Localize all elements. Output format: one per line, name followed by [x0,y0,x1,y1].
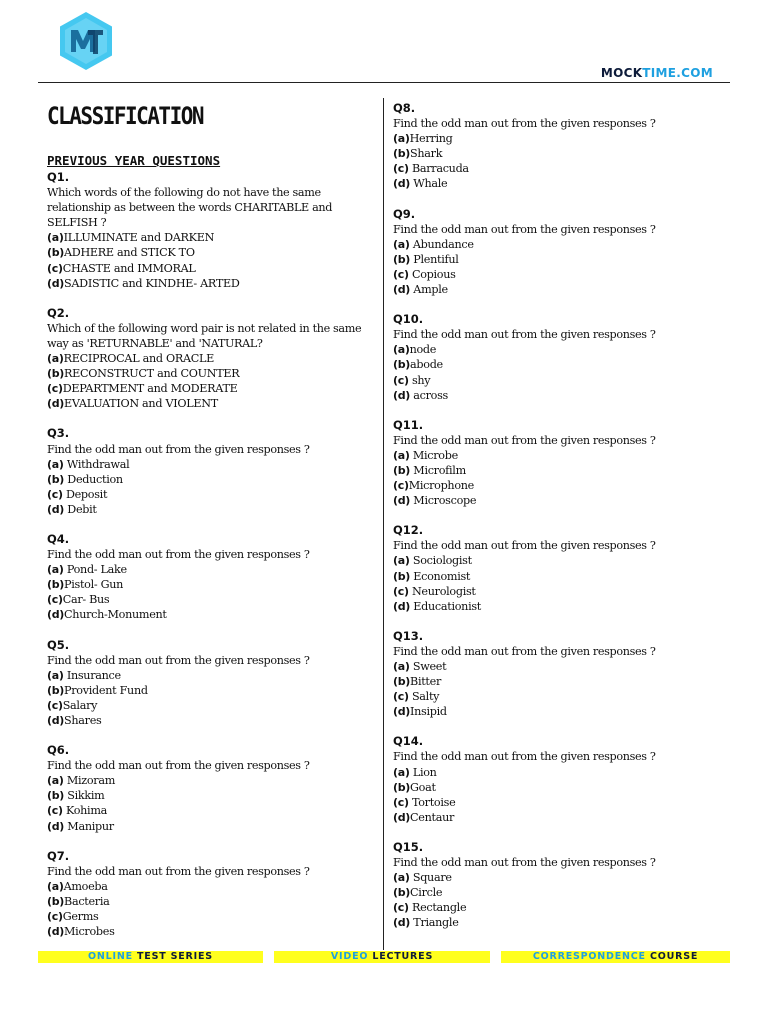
option-letter: (c) [393,690,409,704]
right-question-list [393,101,723,931]
answer-option [393,795,723,810]
option-text: Centaur [410,810,455,824]
question-number: Q14. [393,734,424,749]
question-block [393,312,723,403]
question-block [393,418,723,509]
brand-name [601,66,713,80]
option-text: Shark [410,147,443,161]
option-letter: (b) [47,578,65,592]
answer-option [47,894,372,909]
option-letter: (d) [393,599,411,613]
answer-option [393,915,723,930]
option-letter: (b) [393,886,411,900]
footer-correspondence-course[interactable] [501,951,730,963]
option-text: CHASTE and IMMORAL [62,261,196,275]
left-question-list [47,170,372,939]
question-stem: Find the odd man out from the given responses ? [393,117,656,131]
option-letter: (d) [47,714,65,727]
option-letter: (d) [47,819,65,833]
option-letter: (b) [393,569,411,583]
answer-option [393,704,723,719]
option-letter: (d) [393,494,411,508]
footer-label-2b: LECTURES [372,951,434,962]
answer-option [47,261,372,276]
answer-option [393,388,723,403]
answer-option [393,689,723,704]
option-letter: (b) [393,780,411,794]
answer-option [393,569,723,584]
option-letter: (a) [393,343,410,357]
option-letter: (b) [47,246,65,260]
question-stem: Find the odd man out from the given responses ? [47,548,310,562]
option-letter: (b) [47,894,65,908]
answer-option [47,803,372,818]
question-number: Q11. [393,417,424,432]
option-text: Ample [410,283,448,297]
option-letter: (a) [47,563,64,577]
answer-option [393,765,723,780]
question-stem: Find the odd man out from the given responses ? [47,759,310,773]
question-stem: Find the odd man out from the given responses ? [393,222,656,236]
answer-option [393,599,723,614]
option-text: Insipid [410,705,447,719]
option-text: ADHERE and STICK TO [64,246,195,260]
answer-option [47,276,372,291]
answer-option [47,366,372,381]
question-stem: Find the odd man out from the given responses ? [47,653,310,667]
option-letter: (a) [47,352,64,366]
question-number: Q1. [47,170,70,184]
option-letter: (c) [393,901,409,915]
option-text: EVALUATION and VIOLENT [64,397,218,411]
section-title: PREVIOUS YEAR QUESTIONS [47,153,221,168]
question-number: Q9. [393,206,416,221]
question-stem: Find the odd man out from the given responses ? [393,856,656,870]
answer-option [393,493,723,508]
footer-video-lectures[interactable] [274,951,490,963]
footer-label-3b: COURSE [649,951,699,962]
question-block [47,306,372,412]
answer-option [47,819,372,834]
answer-option [393,448,723,463]
answer-option [393,146,723,161]
answer-option [47,487,372,502]
footer-label-1b: TEST SERIES [137,951,213,962]
answer-option [47,457,372,472]
option-text: Insurance [63,668,121,682]
option-letter: (c) [47,261,63,275]
option-letter: (c) [47,487,63,501]
question-block [393,207,723,298]
question-block [47,743,372,834]
option-letter: (a) [47,457,64,471]
answer-option [393,373,723,388]
option-text: Bacteria [64,894,110,908]
question-block [47,532,372,623]
option-letter: (b) [393,147,411,161]
question-number: Q5. [47,637,70,652]
option-letter: (a) [47,879,64,893]
option-letter: (d) [47,925,65,939]
option-letter: (d) [47,397,65,411]
answer-option [393,870,723,885]
answer-option [393,357,723,372]
option-text: Deposit [62,487,108,501]
question-number: Q7. [47,848,70,863]
option-text: Microphone [408,479,474,493]
answer-option [47,607,372,622]
option-text: Pond- Lake [63,563,127,577]
option-letter: (b) [47,789,65,803]
option-letter: (d) [47,608,65,622]
option-letter: (d) [393,705,411,719]
answer-option [393,553,723,568]
option-letter: (b) [47,683,65,697]
option-text: Microbes [64,925,115,939]
question-block [47,426,372,517]
answer-option [393,584,723,599]
option-letter: (d) [393,283,411,297]
answer-option [47,351,372,366]
footer-label-2a: VIDEO [330,951,373,962]
right-column [393,96,723,931]
option-letter: (a) [393,554,410,568]
option-text: Microscope [410,494,477,508]
answer-option [47,879,372,894]
option-letter: (d) [393,388,411,402]
option-text: Debit [64,502,97,516]
left-column [47,96,372,939]
answer-option [393,900,723,915]
option-letter: (d) [47,502,65,516]
option-letter: (c) [393,162,409,176]
answer-option [47,788,372,803]
question-number: Q12. [393,523,424,538]
question-stem: Find the odd man out from the given responses ? [393,433,656,447]
option-text: Microfilm [410,463,466,477]
option-text: node [409,343,437,357]
option-text: Square [409,871,452,885]
answer-option [393,237,723,252]
option-letter: (a) [47,774,64,788]
option-text: Sikkim [64,789,105,803]
option-text: Deduction [64,472,123,486]
option-text: Kohima [62,804,107,818]
option-letter: (d) [47,276,65,290]
option-text: RECONSTRUCT and COUNTER [64,367,240,381]
answer-option [47,592,372,607]
question-block [393,840,723,931]
option-text: Salary [62,698,98,712]
option-letter: (b) [393,463,411,477]
option-text: Barracuda [408,162,469,176]
option-letter: (a) [47,668,64,682]
answer-option [47,924,372,939]
answer-option [47,562,372,577]
option-text: Withdrawal [63,457,130,471]
brand-part1: MOCK [600,66,643,80]
option-text: Goat [410,780,436,794]
option-letter: (a) [393,765,410,779]
answer-option [47,909,372,924]
option-letter: (a) [393,871,410,885]
question-block [47,849,372,940]
option-text: ILLUMINATE and DARKEN [63,231,215,245]
option-text: Car- Bus [62,593,110,607]
answer-option [393,463,723,478]
column-divider [383,98,384,950]
option-letter: (a) [393,660,410,673]
option-text: Sociologist [409,554,472,568]
option-text: across [410,388,448,402]
option-letter: (d) [393,810,411,824]
option-letter: (a) [393,237,410,251]
option-text: Triangle [410,916,459,930]
option-text: Copious [408,267,456,281]
brand-part2: TIME.COM [642,66,713,80]
option-letter: (c) [393,373,409,387]
answer-option [47,668,372,683]
question-stem: Find the odd man out from the given responses ? [393,644,656,658]
option-letter: (c) [393,479,409,493]
answer-option [47,683,372,698]
option-text: Pistol- Gun [64,578,124,592]
question-number: Q6. [47,743,70,758]
answer-option [47,773,372,788]
answer-option [393,342,723,357]
answer-option [393,282,723,297]
option-text: Shares [64,714,102,727]
answer-option [47,230,372,245]
option-text: Whale [410,177,448,191]
option-letter: (c) [393,267,409,281]
option-text: RECIPROCAL and ORACLE [63,352,215,366]
question-stem: Which words of the following do not have the same relationship as between the words CHARITABLE and SELFISH ? [47,186,333,230]
option-letter: (c) [47,910,63,924]
answer-option [393,780,723,795]
option-text: Plentiful [410,252,459,266]
question-stem: Which of the following word pair is not related in the same way as 'RETURNABLE' and 'NATURAL? [47,321,362,350]
question-block [393,629,723,720]
option-letter: (c) [393,795,409,809]
page-title: CLASSIFICATION [47,102,204,130]
option-text: abode [410,358,443,372]
answer-option [47,472,372,487]
option-letter: (c) [47,382,63,396]
question-number: Q3. [47,426,70,441]
option-text: Church-Monument [64,608,167,622]
option-letter: (c) [47,593,63,607]
option-text: SADISTIC and KINDHE- ARTED [64,276,240,290]
option-text: Rectangle [408,901,467,915]
answer-option [47,245,372,260]
option-letter: (c) [393,584,409,598]
question-block [47,638,372,729]
answer-option [393,478,723,493]
option-letter: (d) [393,177,411,191]
question-number: Q15. [393,839,424,854]
option-letter: (b) [47,367,65,381]
question-stem: Find the odd man out from the given responses ? [393,328,656,342]
option-letter: (a) [393,448,410,462]
option-text: Amoeba [63,879,108,893]
question-block [393,523,723,614]
answer-option [47,577,372,592]
option-letter: (c) [47,698,63,712]
answer-option [393,810,723,825]
answer-option [393,659,723,674]
header-divider [38,82,730,83]
answer-option [393,885,723,900]
answer-option [393,674,723,689]
option-text: Germs [62,910,99,924]
question-stem: Find the odd man out from the given responses ? [393,750,656,764]
answer-option [47,698,372,713]
option-letter: (b) [393,358,411,372]
option-letter: (a) [393,132,410,146]
question-stem: Find the odd man out from the given responses ? [47,442,310,456]
question-block [393,734,723,825]
question-number: Q13. [393,628,424,643]
option-text: Microbe [409,448,458,462]
option-letter: (a) [47,231,64,245]
option-text: Mizoram [63,774,116,788]
option-text: Circle [410,886,443,900]
option-letter: (b) [393,675,411,689]
question-block [393,101,723,192]
answer-option [393,161,723,176]
option-text: Sweet [409,660,447,673]
answer-option [47,713,372,728]
option-text: Educationist [410,599,481,613]
option-text: Tortoise [408,795,456,809]
option-letter: (b) [47,472,65,486]
option-text: Bitter [410,675,441,689]
option-text: Salty [408,690,440,704]
question-block [47,170,372,291]
option-text: shy [408,373,431,387]
option-text: Manipur [64,819,114,833]
answer-option [393,267,723,282]
answer-option [393,252,723,267]
option-text: DEPARTMENT and MODERATE [62,382,238,396]
option-text: Abundance [409,237,474,251]
question-number: Q4. [47,531,70,546]
question-number: Q10. [393,312,424,327]
option-text: Provident Fund [64,683,148,697]
footer-label-1a: ONLINE [88,951,138,962]
footer-label-3a: CORRESPONDENCE [532,951,650,962]
option-text: Economist [410,569,471,583]
question-stem: Find the odd man out from the given responses ? [47,864,310,878]
option-letter: (c) [47,804,63,818]
question-number: Q8. [393,101,416,115]
answer-option [47,381,372,396]
option-text: Neurologist [408,584,476,598]
option-letter: (d) [393,916,411,930]
option-text: Lion [409,765,437,779]
answer-option [393,131,723,146]
option-text: Herring [409,132,453,146]
option-letter: (b) [393,252,411,266]
question-number: Q2. [47,305,70,320]
answer-option [47,396,372,411]
question-stem: Find the odd man out from the given responses ? [393,539,656,553]
mocktime-logo [55,10,117,72]
answer-option [393,176,723,191]
answer-option [47,502,372,517]
footer-online-test-series[interactable] [38,951,263,963]
